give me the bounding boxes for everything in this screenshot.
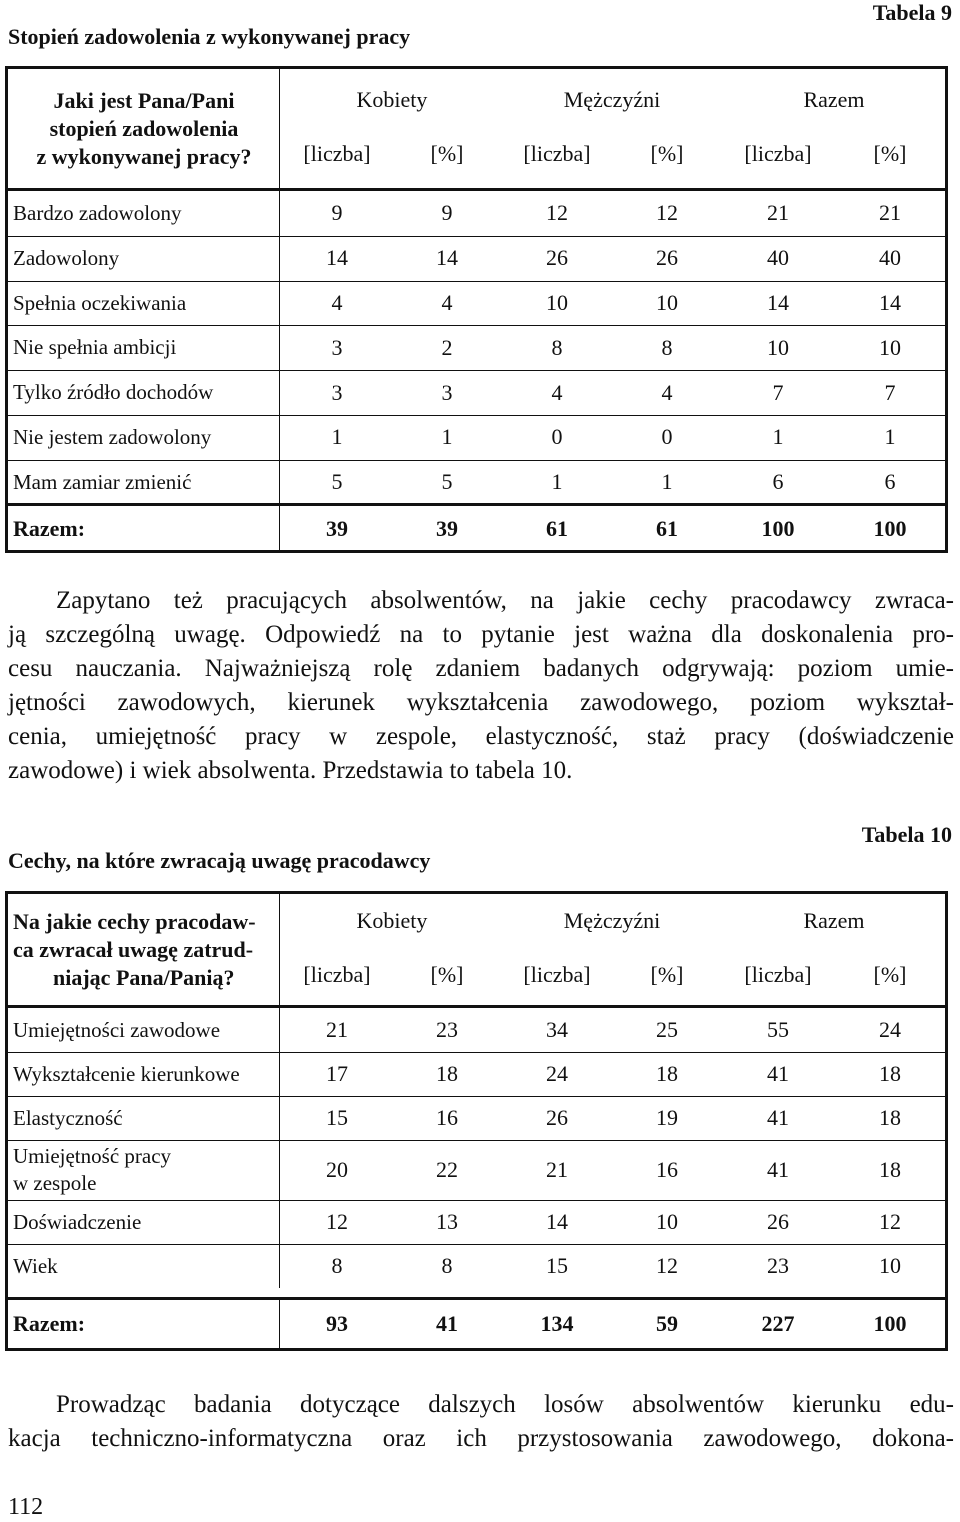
table9-row-label-line: Tylko źródło dochodów (13, 380, 214, 405)
table9-cell: 3 (331, 334, 343, 360)
table9-total-cell: 39 (436, 515, 458, 541)
table9-cell: 40 (879, 245, 901, 271)
table10-cell: 34 (546, 1017, 568, 1042)
table9-group-mezczyzni: Mężczyźni (563, 87, 661, 112)
paragraph-2-line: kacja techniczno-informatyczna oraz ich przystosowania zawodowego, dokona- (8, 1425, 954, 1452)
table9-cell: 6 (772, 469, 784, 495)
table9-cell: 10 (767, 334, 789, 360)
table9-cell: 12 (656, 200, 678, 226)
table9-cell: 3 (331, 379, 343, 405)
table10-cell: 10 (879, 1253, 901, 1278)
table10-cell: 23 (436, 1017, 458, 1042)
table10-cell: 13 (436, 1209, 458, 1234)
table10-subheader: [liczba] (303, 962, 371, 987)
table9-row-rule (8, 370, 945, 371)
table10-cell: 21 (326, 1017, 348, 1042)
table9-cell: 4 (551, 379, 563, 405)
table9-row-rule (8, 460, 945, 461)
table9-cell: 4 (441, 290, 453, 315)
table9-row-rule (8, 236, 945, 237)
table10-row-rule (8, 1200, 945, 1201)
table9-cell: 14 (767, 290, 789, 315)
table10-cell: 25 (656, 1017, 678, 1042)
table9-total-cell: 100 (873, 515, 907, 541)
table9-cell: 0 (661, 424, 673, 450)
table10-question-line: ca zwracał uwagę zatrud- (13, 937, 254, 962)
paragraph-1-line: zawodowe) i wiek absolwenta. Przedstawia to tabela 10. (8, 757, 573, 784)
table9-label-divider (279, 370, 280, 415)
table9-cell: 8 (661, 334, 673, 360)
table9-subheader: [liczba] (303, 141, 371, 166)
table10-row-label-line: Umiejętność pracy (13, 1144, 172, 1168)
table10-total-rule (8, 1297, 945, 1300)
table10-cell: 12 (326, 1209, 348, 1234)
table9-question-line: Jaki jest Pana/Pani (53, 88, 235, 113)
table10-label-divider (279, 1008, 280, 1052)
table9-cell: 1 (441, 424, 453, 450)
table10-group-kobiety: Kobiety (356, 908, 428, 933)
table10-row-label (13, 1061, 240, 1088)
table9-total-cell: 61 (546, 515, 568, 541)
table9-group-kobiety: Kobiety (356, 87, 428, 112)
table9-subheader: [%] (650, 141, 684, 166)
table10-row-rule (8, 1096, 945, 1097)
table9-row-label (13, 200, 182, 227)
table9-cell: 2 (441, 334, 453, 360)
table9-question-line: stopień zadowolenia (49, 116, 239, 141)
table9-total-cell: 61 (656, 515, 678, 541)
table10-cell: 12 (879, 1209, 901, 1234)
table10-caption: Cechy, na które zwracają uwagę pracodawcy (8, 848, 431, 873)
table9-row-label-line: Zadowolony (13, 245, 120, 270)
table10-cell: 26 (767, 1209, 789, 1234)
table9-row-label (13, 424, 211, 451)
table10-label-divider (279, 1096, 280, 1140)
table9-subheader: [%] (430, 141, 464, 166)
table10-subheader: [liczba] (744, 962, 812, 987)
table10-label-divider (279, 1140, 280, 1200)
table9-cell: 0 (551, 424, 563, 450)
paragraph-1-line: ją szczególną uwagę. Odpowiedź na to pytanie jest ważna dla doskonalenia pro- (8, 621, 954, 648)
table9-row-label (13, 379, 213, 406)
table10-cell: 16 (656, 1157, 678, 1182)
table9-total-rule (8, 503, 945, 506)
table9-row-rule (8, 281, 945, 282)
table9-cell: 21 (879, 200, 901, 226)
table9-cell: 1 (772, 424, 784, 450)
table9-cell: 21 (767, 200, 789, 226)
table10-cell: 20 (326, 1157, 348, 1182)
table10-group-razem: Razem (803, 908, 865, 933)
paragraph-1-line: cesu nauczania. Najważniejszą rolę zdaniem badanych odgrywają: poziom umie- (8, 655, 954, 682)
table9-cell: 10 (656, 290, 678, 315)
table9-cell: 7 (772, 379, 784, 405)
table10-cell: 41 (767, 1157, 789, 1182)
table9-question-line: z wykonywanej pracy? (36, 144, 252, 169)
table10-cell: 15 (546, 1253, 568, 1278)
table9-row-rule (8, 415, 945, 416)
table10-cell: 41 (767, 1105, 789, 1130)
table9-cell: 1 (884, 424, 896, 450)
table10-row-label-line: Wiek (13, 1253, 58, 1278)
table9-row-label-line: Bardzo zadowolony (13, 200, 182, 225)
table9-label: Tabela 9 (872, 0, 952, 25)
table9-cell: 10 (546, 290, 568, 315)
table10-cell: 10 (656, 1209, 678, 1234)
table10-row-label (13, 1253, 58, 1280)
table10-group-mezczyzni: Mężczyźni (563, 908, 661, 933)
table10-cell: 41 (767, 1061, 789, 1086)
table10-cell: 18 (879, 1105, 901, 1130)
table10-cell: 12 (656, 1253, 678, 1278)
table10-cell: 15 (326, 1105, 348, 1130)
table10-header-rule (8, 1005, 945, 1008)
table10-row-label-line: Doświadczenie (13, 1209, 142, 1234)
table9-label-divider (279, 236, 280, 281)
table10-cell: 18 (656, 1061, 678, 1086)
table10-cell: 8 (331, 1253, 343, 1278)
table10-question-line: niając Pana/Panią? (53, 965, 235, 990)
table10-total-cell: 100 (873, 1310, 907, 1336)
table9-label-divider (279, 415, 280, 460)
table9-cell: 7 (884, 379, 896, 405)
table9-group-razem: Razem (803, 87, 865, 112)
table9 (5, 66, 948, 553)
table10-row-label-line: w zespole (13, 1171, 97, 1195)
table9-header-divider (279, 69, 280, 188)
paragraph-1-line: Zapytano też pracujących absolwentów, na jakie cechy pracodawcy zwraca- (56, 587, 954, 614)
table9-cell: 26 (656, 245, 678, 271)
table9-subheader: [%] (873, 141, 907, 166)
table9-cell: 10 (879, 334, 901, 360)
table9-cell: 5 (331, 469, 343, 495)
table9-label-divider (279, 191, 280, 236)
table10-total-cell: 41 (436, 1310, 458, 1336)
table10-cell: 17 (326, 1061, 348, 1086)
table10-cell: 55 (767, 1017, 789, 1042)
table9-total-label: Razem: (13, 515, 86, 541)
table10-row-label-line: Elastyczność (13, 1105, 123, 1130)
table10-cell: 18 (879, 1157, 901, 1182)
table9-cell: 9 (441, 200, 453, 226)
table10-subheader: [%] (430, 962, 464, 987)
table10-row-label-line: Wykształcenie kierunkowe (13, 1061, 240, 1086)
table9-row-label-line: Spełnia oczekiwania (13, 290, 187, 315)
table10-cell: 18 (879, 1061, 901, 1086)
table10-total-divider (279, 1300, 280, 1349)
table10-header-divider (279, 894, 280, 1005)
table10-row-label (13, 1143, 171, 1197)
table9-cell: 4 (661, 379, 673, 405)
table9-cell: 3 (441, 379, 453, 405)
paragraph-1-line: jętności zawodowych, kierunek wykształcenia zawodowego, poziom wykształ- (8, 689, 954, 716)
paragraph-2-line: Prowadząc badania dotyczące dalszych losów absolwentów kierunku edu- (56, 1391, 954, 1418)
table9-header-rule (8, 188, 945, 191)
page-number: 112 (8, 1494, 44, 1520)
table10-cell: 24 (879, 1017, 901, 1042)
table10-cell: 21 (546, 1157, 568, 1182)
table9-question (12, 87, 276, 171)
table10-cell: 14 (546, 1209, 568, 1234)
table10-row-rule (8, 1052, 945, 1053)
paragraph-1 (8, 584, 954, 788)
table9-cell: 14 (436, 245, 458, 271)
table10-row-label (13, 1105, 123, 1132)
table10-subheader: [liczba] (523, 962, 591, 987)
table9-cell: 9 (331, 200, 343, 226)
table9-row-label-line: Mam zamiar zmienić (13, 469, 192, 494)
table10-total-cell: 93 (326, 1310, 348, 1336)
table9-subheader: [liczba] (523, 141, 591, 166)
table10-question (13, 908, 275, 992)
table9-row-label (13, 245, 119, 272)
table10-total-label: Razem: (13, 1310, 86, 1336)
table10-cell: 22 (436, 1157, 458, 1182)
table9-cell: 26 (546, 245, 568, 271)
table10-label: Tabela 10 (861, 822, 952, 847)
table9-row-label-line: Nie jestem zadowolony (13, 424, 212, 449)
table10 (5, 891, 948, 1351)
table9-total-cell: 39 (326, 515, 348, 541)
table10-cell: 18 (436, 1061, 458, 1086)
table10-row-label (13, 1017, 220, 1044)
table10-row-label-line: Umiejętności zawodowe (13, 1017, 221, 1042)
table9-cell: 5 (441, 469, 453, 495)
table9-cell: 6 (884, 469, 896, 495)
table9-row-label-line: Nie spełnia ambicji (13, 335, 177, 360)
table9-cell: 4 (331, 290, 343, 315)
table9-cell: 40 (767, 245, 789, 271)
table10-cell: 16 (436, 1105, 458, 1130)
table10-label-divider (279, 1244, 280, 1288)
table9-row-label (13, 469, 191, 496)
table9-row-label (13, 334, 176, 361)
table9-cell: 8 (551, 334, 563, 360)
table10-cell: 8 (441, 1253, 453, 1278)
table10-cell: 19 (656, 1105, 678, 1130)
table9-caption: Stopień zadowolenia z wykonywanej pracy (8, 24, 411, 49)
table9-label-divider (279, 281, 280, 326)
table10-label-divider (279, 1200, 280, 1244)
table9-cell: 1 (331, 424, 343, 450)
paragraph-2 (8, 1388, 954, 1456)
table9-cell: 1 (661, 469, 673, 495)
table10-cell: 26 (546, 1105, 568, 1130)
table9-label-divider (279, 325, 280, 370)
table10-row-rule (8, 1140, 945, 1141)
table10-row-rule (8, 1244, 945, 1245)
table10-cell: 23 (767, 1253, 789, 1278)
table10-subheader: [%] (650, 962, 684, 987)
table9-total-divider (279, 506, 280, 553)
table9-row-rule (8, 325, 945, 326)
table10-total-cell: 134 (540, 1310, 574, 1336)
table10-total-cell: 59 (656, 1310, 678, 1336)
table9-total-cell: 100 (761, 515, 795, 541)
table9-cell: 14 (326, 245, 348, 271)
table10-cell: 24 (546, 1061, 568, 1086)
table9-cell: 1 (551, 469, 563, 495)
paragraph-1-line: cenia, umiejętność pracy w zespole, elastyczność, staż pracy (doświadczenie (8, 723, 954, 750)
table9-subheader: [liczba] (744, 141, 812, 166)
table9-cell: 12 (546, 200, 568, 226)
table10-subheader: [%] (873, 962, 907, 987)
table9-label-divider (279, 460, 280, 505)
table9-row-label (13, 290, 186, 317)
table10-question-line: Na jakie cechy pracodaw- (13, 909, 256, 934)
table10-total-cell: 227 (761, 1310, 795, 1336)
table10-label-divider (279, 1052, 280, 1096)
table10-row-label (13, 1209, 141, 1236)
table9-cell: 14 (879, 290, 901, 315)
